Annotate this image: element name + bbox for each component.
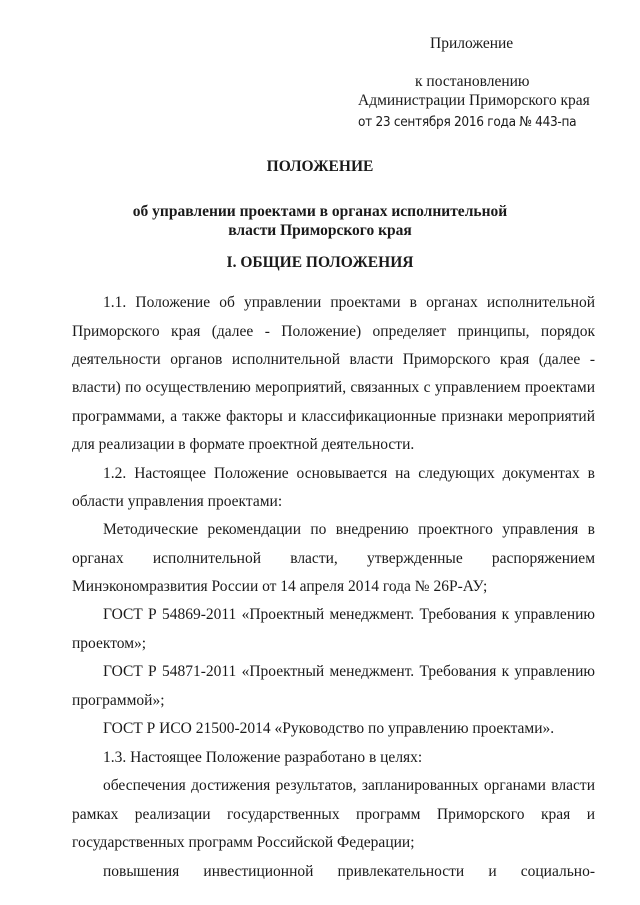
body-line: Методические рекомендации по внедрению проектного управления в xyxy=(103,521,595,538)
body-line: для реализации в формате проектной деятельности. xyxy=(72,436,415,453)
document-title: ПОЛОЖЕНИЕ xyxy=(266,158,374,175)
body-line: ГОСТ Р ИСО 21500-2014 «Руководство по управлению проектами». xyxy=(103,720,555,737)
body-line: ГОСТ Р 54869-2011 «Проектный менеджмент. Требования к управлению xyxy=(103,606,595,623)
administration-name: Администрации Приморского края xyxy=(358,92,590,109)
body-line: 1.3. Настоящее Положение разработано в целях: xyxy=(103,749,423,766)
body-line: обеспечения достижения результатов, запланированных органами власти xyxy=(103,777,595,794)
body-line: 1.2. Настоящее Положение основывается на следующих документах в xyxy=(103,465,595,482)
subtitle-line: об управлении проектами в органах исполнительной xyxy=(132,203,508,220)
body-line: деятельности органов исполнительной власти Приморского края (далее - xyxy=(72,351,595,368)
body-line: государственных программ Российской Федерации; xyxy=(72,834,415,851)
body-line: области управления проектами: xyxy=(72,493,283,510)
body-line: повышения инвестиционной привлекательности и социально- xyxy=(103,863,595,880)
subtitle-line: власти Приморского края xyxy=(228,222,412,239)
body-line: ГОСТ Р 54871-2011 «Проектный менеджмент. Требования к управлению xyxy=(103,663,595,680)
body-line: Приморского края (далее - Положение) определяет принципы, порядок xyxy=(72,323,595,340)
body-line: власти) по осуществлению мероприятий, связанных с управлением проектами xyxy=(72,379,595,396)
section-heading: I. ОБЩИЕ ПОЛОЖЕНИЯ xyxy=(226,254,414,271)
body-line: Минэкономразвития России от 14 апреля 2014 года № 26Р-АУ; xyxy=(72,578,488,595)
body-line: проектом»; xyxy=(72,635,147,652)
body-line: рамках реализации государственных программ Приморского края и xyxy=(72,806,595,823)
body-line: 1.1. Положение об управлении проектами в органах исполнительной xyxy=(103,294,595,311)
body-line: органах исполнительной власти, утвержденные распоряжением xyxy=(72,550,595,567)
document-subtitle xyxy=(0,202,640,240)
appendix-label: Приложение xyxy=(430,35,514,52)
body-line: программами, а также факторы и классификационные признаки мероприятий xyxy=(72,408,595,425)
resolution-reference: к постановлению xyxy=(415,73,530,90)
resolution-date-number: от 23 сентября 2016 года № 443-па xyxy=(358,114,577,130)
body-line: программой»; xyxy=(72,692,165,709)
